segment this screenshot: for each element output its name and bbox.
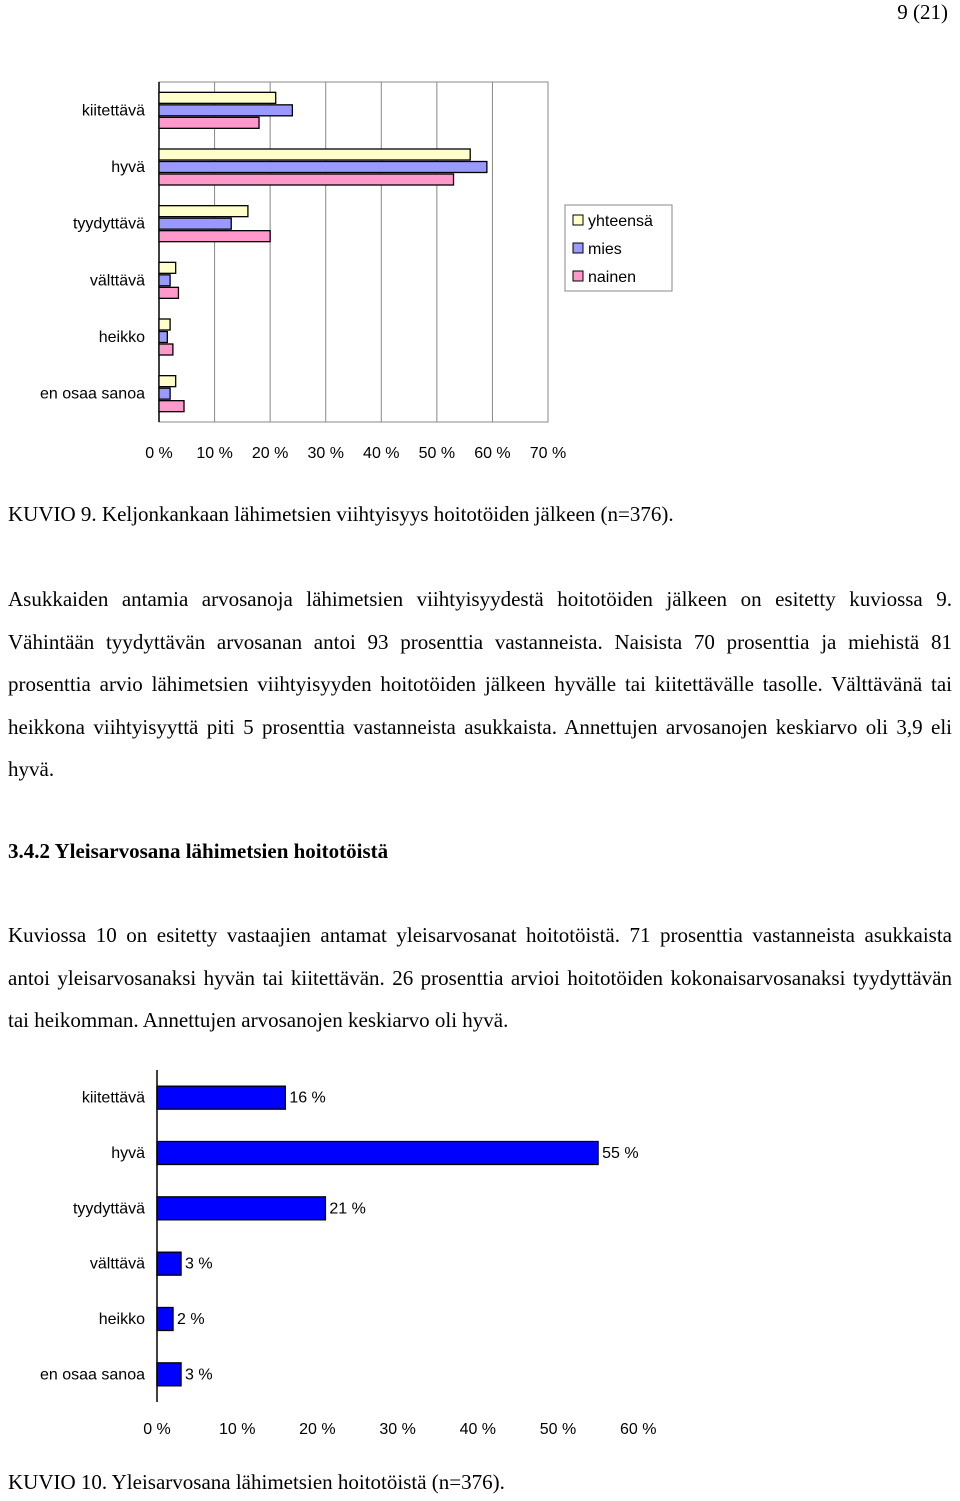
data-label: 2 % [177,1311,205,1328]
data-label: 55 % [602,1145,639,1162]
bar [157,1308,173,1331]
category-label: heikko [98,1311,145,1328]
x-tick-label: 20 % [251,445,289,462]
bar-nainen [159,344,173,355]
bar [157,1086,285,1109]
page-number: 9 (21) [897,0,948,24]
category-label: kiitettävä [81,102,145,120]
plot-area [159,82,548,422]
x-tick-label: 30 % [379,1421,416,1438]
bar [157,1197,325,1220]
data-label: 21 % [329,1200,366,1218]
bar [157,1363,181,1386]
category-label: hyvä [111,159,145,176]
data-label: 16 % [289,1089,326,1107]
bar-mies [159,218,231,229]
section-heading: 3.4.2 Yleisarvosana lähimetsien hoitotöistä [8,839,389,863]
x-tick-label: 20 % [299,1421,336,1438]
x-tick-label: 40 % [459,1421,497,1438]
category-label: tyydyttävä [72,215,145,233]
bar-nainen [159,401,184,412]
x-tick-label: 50 % [418,445,456,462]
legend-swatch-mies [573,243,583,253]
bar-mies [159,162,487,173]
bar-nainen [159,231,270,242]
paragraph-1: Asukkaiden antamia arvosanoja lähimetsien viihtyisyydestä hoitotöiden jälkeen on esitetty kuviossa 9. Vähintään tyydyttävän arvosanan antoi 93 prosenttia vastanneista. Naisista 70 prosenttia ja miehistä 81 prosenttia arvio lähimetsien viihtyisyyden hoitotöiden jälkeen hyvälle tai kiitettävälle tasolle. Välttävänä tai heikkona viihtyisyyttä piti 5 prosenttia vastanneista asukkaista. Annettujen arvosanojen keskiarvo oli 3,9 eli hyvä. [8,587,952,781]
bar-yhteensä [159,92,276,103]
category-label: kiitettävä [81,1089,145,1107]
category-label: välttävä [89,272,145,290]
legend-swatch-yhteensä [573,215,583,225]
category-label: hyvä [111,1145,145,1162]
x-tick-label: 0 % [143,1421,171,1438]
data-label: 3 % [185,1366,213,1384]
legend-label-mies: mies [588,241,622,258]
bar-yhteensä [159,149,470,160]
bar [157,1252,181,1275]
legend-label-yhteensä: yhteensä [588,213,653,230]
bar-mies [159,105,292,116]
x-tick-label: 10 % [218,1421,256,1438]
legend-swatch-nainen [573,271,583,281]
category-label: en osaa sanoa [40,385,145,403]
bar-yhteensä [159,262,176,273]
legend-label-nainen: nainen [588,269,637,286]
category-label: välttävä [89,1255,145,1273]
paragraph-2: Kuviossa 10 on esitetty vastaajien antamat yleisarvosanat hoitotöistä. 71 prosenttia vastanneista asukkaista antoi yleisarvosanaksi hyvän tai kiitettävän. 26 prosenttia arvioi hoitotöiden kokonaisarvosanaksi tyydyttävän tai heikomman. Annettujen arvosanojen keskiarvo oli hyvä. [8,923,952,1032]
bar [157,1142,598,1165]
x-tick-label: 30 % [307,445,344,462]
bar-mies [159,332,167,343]
chart-figure-10 [0,1060,700,1440]
x-tick-label: 40 % [363,445,400,462]
figure-10-caption: KUVIO 10. Yleisarvosana lähimetsien hoitotöistä (n=376). [8,1470,505,1494]
x-tick-label: 10 % [196,445,233,462]
bar-yhteensä [159,206,248,217]
category-label: en osaa sanoa [40,1366,145,1384]
bar-nainen [159,287,178,298]
bar-nainen [159,117,259,128]
figure-9-caption: KUVIO 9. Keljonkankaan lähimetsien viihtyisyys hoitotöiden jälkeen (n=376). [8,502,674,526]
x-tick-label: 0 % [145,445,173,462]
bar-mies [159,388,170,399]
x-tick-label: 60 % [474,445,511,462]
bar-yhteensä [159,319,170,330]
bar-nainen [159,174,454,185]
x-tick-label: 50 % [539,1421,577,1438]
chart-figure-9 [0,0,700,475]
bar-mies [159,275,170,286]
x-tick-label: 60 % [619,1421,657,1438]
x-tick-label: 70 % [529,445,567,462]
category-label: tyydyttävä [72,1200,145,1218]
data-label: 3 % [185,1255,213,1273]
category-label: heikko [98,329,145,346]
bar-yhteensä [159,376,176,387]
